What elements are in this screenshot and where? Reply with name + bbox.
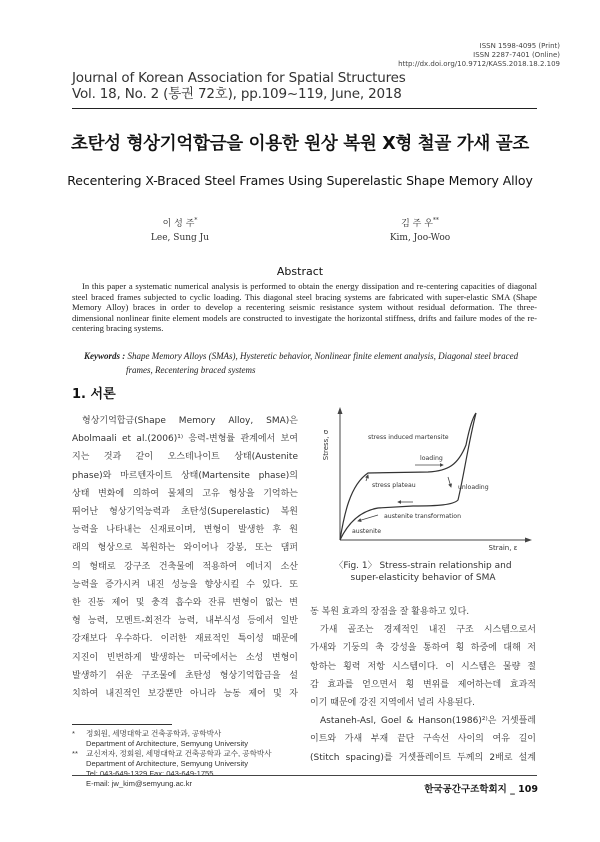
header-rule — [72, 108, 537, 109]
figure-caption — [310, 560, 536, 584]
keywords-label: Keywords : — [84, 351, 126, 361]
title-english: Recentering X-Braced Steel Frames Using Superelastic Shape Memory Alloy — [67, 173, 533, 188]
unloading-curve — [340, 413, 476, 540]
abstract-text: In this paper a systematic numerical analysis is performed to obtain the energy dissipation and re-centering capacities of diagonal steel braced frames subjected to cyclic loading. This diagonal steel bracing systems are fabricated with super-elastic SMA (Shape Memory Alloy) braces in order to develop a recentering seismic resistance system without residual deformation. The three-dimensional nonlinear finite element models are constructed to investigate the horizontal stiffness, drifts and failure modes of the re-centering bracing systems. — [72, 281, 537, 334]
section-heading: 1. 서론 — [72, 387, 116, 402]
body-line: 강재보다 우수하다. 이러한 재료적인 특이성 때문에 — [72, 634, 298, 645]
body-line: 치하여 내진적인 보강뿐만 아니라 능동 제어 및 자 — [72, 689, 298, 700]
journal-volume: Vol. 18, No. 2 (통권 72호), pp.109~119, June, 2018 — [72, 86, 402, 102]
body-line: 능력을 나타내는 신재료이며, 변형이 발생한 후 원 — [72, 525, 298, 536]
footnote-text: 정회원, 세명대학교 건축공학과, 공학박사 — [86, 729, 222, 738]
body-line: 동 복원 효과의 장점을 잘 활용하고 있다. — [310, 607, 470, 617]
body-line: 상태 변화에 의하여 물체의 고유 형상을 기억하는 — [72, 488, 298, 499]
author-1-mark: * — [194, 217, 198, 224]
body-line: 래의 형상으로 복원하는 와이어나 강봉, 또는 댐퍼 — [72, 543, 298, 554]
body-line: Abolmaali et al.(2006)¹⁾ 응력-변형률 관계에서 보여 — [72, 434, 298, 445]
doi-link[interactable]: http://dx.doi.org/10.9712/KASS.2018.18.2.109 — [398, 60, 560, 68]
page-footer: 한국공간구조학회지 _ 109 — [424, 784, 538, 795]
body-line: 형상기억합금(Shape Memory Alloy, SMA)은 — [82, 416, 298, 426]
body-line: 감 효과를 얻으면서 횡 변위를 제어하는데 효과적 — [310, 679, 536, 690]
footnote-text: E-mail: jw_kim@semyung.ac.kr — [86, 779, 193, 788]
label-plateau: stress plateau — [372, 482, 416, 489]
footnote-symbol: * — [72, 729, 75, 738]
label-loading: loading — [420, 455, 443, 462]
journal-name: Journal of Korean Association for Spatial Structures — [72, 70, 406, 86]
body-right-column — [310, 603, 536, 767]
author-1 — [80, 214, 280, 245]
author-2-en: Kim, Joo-Woo — [389, 233, 451, 243]
footnote-line — [72, 729, 272, 739]
journal-info — [72, 70, 406, 102]
footnotes — [72, 729, 272, 789]
body-line: 능력을 증가시켜 내진 성능을 향상시킬 수 있다. 또 — [72, 579, 298, 590]
x-axis-label: Strain, ε — [488, 544, 518, 552]
body-line: 의 형태로 강구조 건축물에 적용하여 에너지 소산 — [72, 561, 298, 572]
body-line: 지는 것과 같이 오스테나이트 상태(Austenite — [72, 452, 298, 463]
title-korean: 초탄성 형상기억합금을 이용한 원상 복원 X형 철골 가새 골조 — [70, 134, 530, 154]
abstract-heading: Abstract — [276, 265, 324, 278]
body-line: 형 능력, 모멘트-회전각 능력, 내부식성 등에서 일반 — [72, 616, 298, 627]
loading-curve — [340, 413, 476, 540]
body-line: phase)와 마르텐자이트 상태(Martensite phase)의 — [72, 470, 298, 481]
issn-print: ISSN 1598-4095 (Print) — [479, 42, 560, 50]
label-transformation: austenite transformation — [384, 513, 461, 520]
footnote-rule — [72, 724, 172, 725]
footnote-text: 교신저자, 정회원, 세명대학교 건축공학과 교수, 공학박사 — [86, 749, 272, 758]
author-2-mark: ** — [432, 217, 439, 224]
author-1-ko: 이 성 주 — [162, 219, 195, 229]
body-line: Astaneh-Asl, Goel & Hanson(1986)²⁾은 거셋플레 — [320, 716, 536, 727]
author-1-en: Lee, Sung Ju — [150, 233, 210, 243]
body-line: (Stitch spacing)를 거셋플레이트 두께의 2배로 설계 — [310, 752, 536, 763]
keywords — [84, 349, 536, 377]
label-sim: stress induced martensite — [368, 434, 449, 441]
keywords-line-1: Shape Memory Alloys (SMAs), Hysteretic behavior, Nonlinear finite element analysis, Diagonal steel braced — [127, 351, 519, 361]
author-2-ko: 김 주 우 — [401, 219, 433, 229]
author-2 — [320, 214, 520, 245]
figure-caption-line-1: 〈Fig. 1〉 Stress-strain relationship and — [334, 561, 512, 571]
issn-online: ISSN 2287-7401 (Online) — [473, 51, 560, 59]
footnote-line — [72, 749, 272, 759]
footer-rule — [72, 775, 537, 776]
label-unloading: unloading — [458, 484, 489, 491]
body-line: 이기 때문에 강진 지역에서 널리 사용된다. — [310, 698, 475, 709]
footnote-symbol: ** — [72, 749, 78, 758]
y-axis-label: Stress, σ — [322, 429, 330, 461]
body-left-column — [72, 412, 298, 703]
body-line: 뛰어난 형상기억능력과 초탄성(Superelastic) 복원 — [72, 507, 298, 518]
issn-block — [398, 42, 560, 69]
footnote-line — [72, 769, 272, 779]
label-austenite: austenite — [352, 528, 382, 535]
body-line: 지진이 빈번하게 발생하는 미국에서는 소성 변형이 — [72, 652, 298, 663]
body-line: 이트와 가새 부재 끝단 구속선 사이의 여유 길이 — [310, 734, 536, 745]
body-line: 가새와 기둥의 축 강성을 통하여 횡 하중에 대해 저 — [310, 643, 536, 654]
stress-strain-figure — [318, 405, 534, 555]
footnote-line — [72, 739, 272, 749]
body-line: 항하는 횡력 저항 시스템이다. 이 시스템은 물량 절 — [310, 661, 536, 672]
footnote-line — [72, 759, 272, 769]
body-line: 가새 골조는 경제적인 내진 구조 시스템으로서 — [320, 625, 536, 636]
body-line: 발생하기 쉬운 구조물에 초탄성 형상기억합금을 설 — [72, 670, 298, 681]
footnote-text: Department of Architecture, Semyung University — [86, 739, 249, 748]
figure-caption-line-2: super-elasticity behavior of SMA — [350, 573, 496, 583]
footnote-text: Department of Architecture, Semyung University — [86, 759, 249, 768]
body-line: 한 진동 제어 및 충격 흡수와 잔류 변형이 없는 변 — [72, 598, 298, 609]
footnote-text: Tel: 043-649-1329 Fax: 043-649-1755 — [86, 769, 214, 778]
footnote-line — [72, 779, 272, 789]
keywords-line-2: frames, Recentering braced systems — [126, 365, 256, 375]
